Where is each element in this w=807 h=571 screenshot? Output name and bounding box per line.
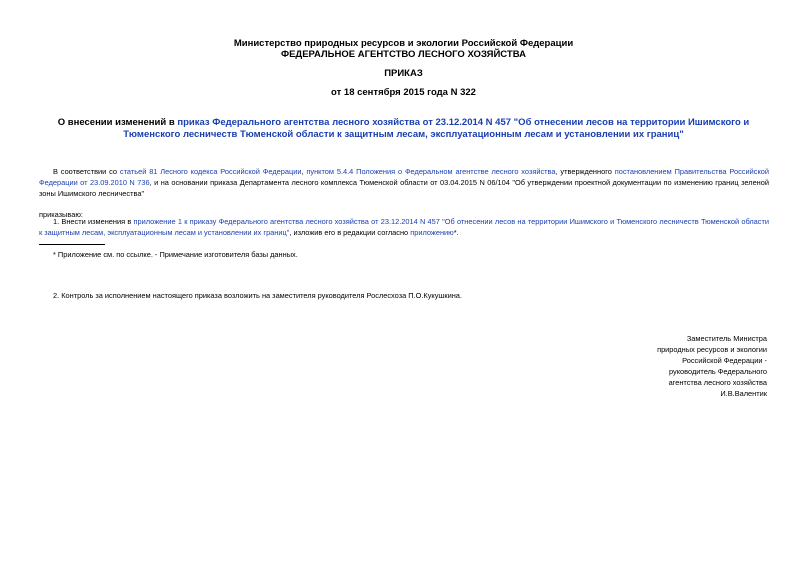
preamble-text-1: В соответствии со <box>53 167 120 176</box>
link-government-decree[interactable]: постановлением Правительства Российской Федерации от 23.09.2010 N 736 <box>39 167 769 187</box>
item-1-paragraph <box>39 216 769 238</box>
signature-line: Российской Федерации - <box>682 356 767 365</box>
preamble-text-2: , <box>301 167 307 176</box>
order-word: приказываю: <box>39 210 83 219</box>
preamble-paragraph <box>39 166 769 199</box>
link-appendix-1[interactable]: приложение 1 к приказу Федерального агентства лесного хозяйства от 23.12.2014 N 457 "Об отнесении лесов на территории Ишимского и Тюменского лесничеств Тюменской области к защитным лесам, эксплуатационным лесам и установлении их границ" <box>39 217 770 237</box>
title-link[interactable]: приказ Федерального агентства лесного хозяйства от 23.12.2014 N 457 "Об отнесении лесов на территории Ишимского и Тюменского лесничеств Тюменской области к защитным лесам, эксплуатационным лесам и установлении их границ" <box>123 117 750 140</box>
item-1-text-1: 1. Внести изменения в <box>53 217 134 226</box>
ministry-name: Министерство природных ресурсов и экологии Российской Федерации <box>233 38 574 49</box>
link-appendix[interactable]: приложению <box>410 228 454 237</box>
signature-block <box>567 333 767 399</box>
link-regulation[interactable]: пунктом 5.4.4 Положения о Федеральном агентстве лесного хозяйства <box>306 167 556 176</box>
item-2-paragraph: 2. Контроль за исполнением настоящего приказа возложить на заместителя руководителя Рослесхоза П.О.Кукушкина. <box>53 291 462 300</box>
document-header <box>0 38 807 60</box>
preamble-text-4: , и на основании приказа Департамента лесного комплекса Тюменской области от 03.04.2015 N 06/104 "Об утверждении проектной документации по изменению границ зеленой зоны Ишимского лесничества" <box>39 178 769 198</box>
signature-line: агентства лесного хозяйства <box>668 378 767 387</box>
signature-line: руководитель Федерального <box>669 367 767 376</box>
document-date: от 18 сентября 2015 года N 322 <box>331 87 476 98</box>
document-title <box>40 117 767 141</box>
preamble-text-3: , утвержденного <box>555 167 615 176</box>
title-prefix: О внесении изменений в <box>57 117 178 128</box>
signature-line: природных ресурсов и экологии <box>657 345 767 354</box>
footnote-divider <box>39 244 105 245</box>
signature-line: Заместитель Министра <box>686 334 767 343</box>
document-type: ПРИКАЗ <box>384 68 423 79</box>
agency-name: ФЕДЕРАЛЬНОЕ АГЕНТСТВО ЛЕСНОГО ХОЗЯЙСТВА <box>280 49 526 60</box>
item-1-text-3: *. <box>453 228 459 237</box>
link-forest-code[interactable]: статьей 81 Лесного кодекса Российской Федерации <box>119 167 302 176</box>
signer-name: И.В.Валентик <box>720 389 767 398</box>
footnote: * Приложение см. по ссылке. - Примечание изготовителя базы данных. <box>53 250 298 259</box>
item-1-text-2: , изложив его в редакции согласно <box>289 228 411 237</box>
